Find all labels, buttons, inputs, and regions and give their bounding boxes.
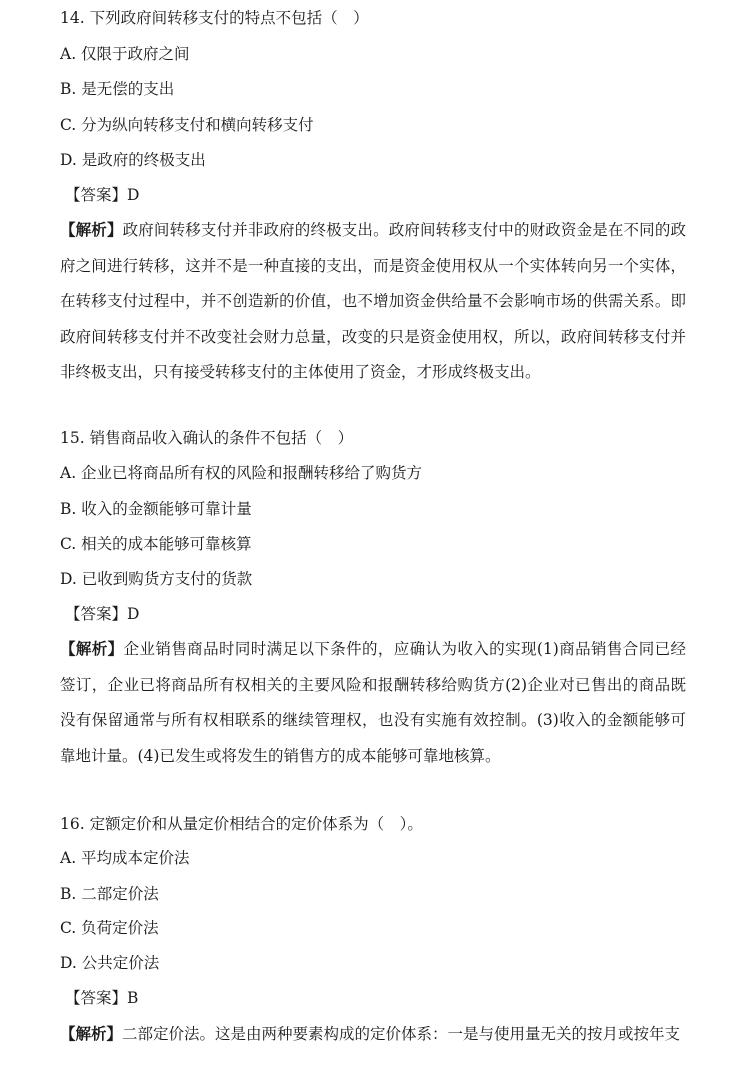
answer-label: 【答案】 [65,186,128,204]
answer-value: D [127,186,140,204]
analysis-text: 企业销售商品时同时满足以下条件的，应确认为收入的实现(1)商品销售合同已经签订，企业已将商品所有权相关的主要风险和报酬转移给购货方(2)企业对已售出的商品既没有保留通常与所有权相联系的继续管理权，也没有实施有效控制。(3)收入的金额能够可靠地计量。(4)已发生或将发生的销售方的成本能够可靠地核算。 [60,640,686,765]
question-stem: 14. 下列政府间转移支付的特点不包括（ ） [60,9,369,27]
answer-value: D [127,605,140,623]
question-stem: 15. 销售商品收入确认的条件不包括（ ） [60,429,354,447]
option-b: B. 二部定价法 [60,885,159,903]
analysis-block [60,212,686,391]
option-d: D. 已收到购货方支付的货款 [60,570,253,588]
analysis-text: 二部定价法。这是由两种要素构成的定价体系：一是与使用量无关的按月或按年支 [122,1025,681,1043]
analysis-label: 【解析】 [60,220,123,239]
answer-label: 【答案】 [65,989,128,1007]
analysis-block [60,1016,686,1053]
option-a: A. 企业已将商品所有权的风险和报酬转移给了购货方 [60,464,423,482]
option-b: B. 收入的金额能够可靠计量 [60,500,252,518]
option-c: C. 相关的成本能够可靠核算 [60,535,252,553]
analysis-text: 政府间转移支付并非政府的终极支出。政府间转移支付中的财政资金是在不同的政府之间进行转移，这并不是一种直接的支出，而是资金使用权从一个实体转向另一个实体，在转移支付过程中，并不创造新的价值，也不增加资金供给量不会影响市场的供需关系。即政府间转移支付并不改变社会财力总量，改变的只是资金使用权，所以，政府间转移支付并非终极支出，只有接受转移支付的主体使用了资金，才形成终极支出。 [60,221,686,381]
answer-line [65,988,138,1008]
answer-line [65,185,139,205]
answer-label: 【答案】 [65,605,128,623]
option-a: A. 仅限于政府之间 [60,45,190,63]
option-d: D. 是政府的终极支出 [60,151,206,169]
option-c: C. 负荷定价法 [60,919,159,937]
option-a: A. 平均成本定价法 [60,849,190,867]
question-stem: 16. 定额定价和从量定价相结合的定价体系为（ ）。 [60,815,423,833]
analysis-label: 【解析】 [60,1024,123,1043]
option-b: B. 是无偿的支出 [60,80,175,98]
analysis-label: 【解析】 [60,639,124,658]
option-d: D. 公共定价法 [60,954,160,972]
answer-value: B [127,989,139,1007]
answer-line [65,604,139,624]
analysis-block [60,631,686,774]
option-c: C. 分为纵向转移支付和横向转移支付 [60,116,314,134]
